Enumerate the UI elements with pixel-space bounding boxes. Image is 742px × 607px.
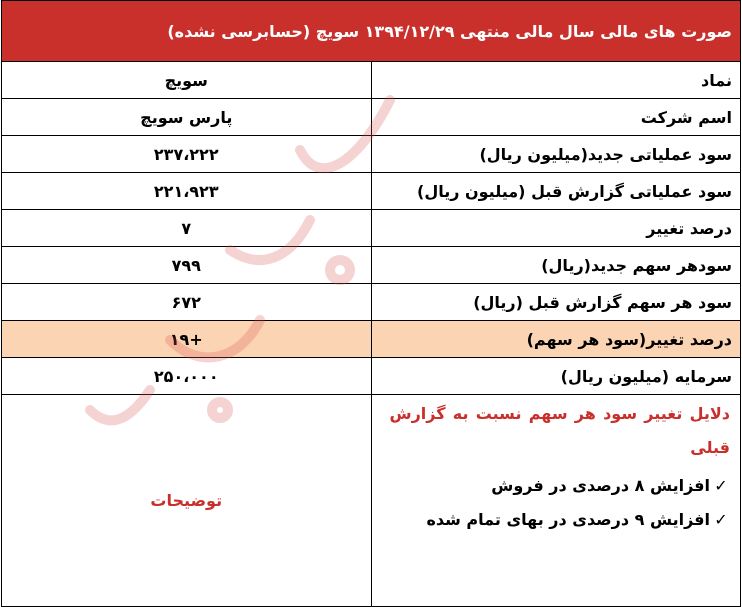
table-row-op-profit-new <box>2 136 741 173</box>
table-row-notes <box>2 395 741 607</box>
row-value: ۲۲۱،۹۲۳ <box>2 173 372 210</box>
reasons-list <box>380 469 733 537</box>
row-value: ۷۹۹ <box>2 247 372 284</box>
table-row-eps-prev <box>2 284 741 321</box>
table-row-company <box>2 99 741 136</box>
table-row-change-pct <box>2 210 741 247</box>
table-row-op-profit-prev <box>2 173 741 210</box>
row-value: ۶۷۲ <box>2 284 372 321</box>
reason-text: افزایش ۸ درصدی در فروش <box>491 476 710 495</box>
financial-table <box>1 0 741 607</box>
row-value: +۱۹ <box>2 321 372 358</box>
row-label: سرمایه (میلیون ریال) <box>371 358 741 395</box>
row-label: سودهر سهم جدید(ریال) <box>371 247 741 284</box>
row-label: سود هر سهم گزارش قبل (ریال) <box>371 284 741 321</box>
notes-content <box>371 395 741 607</box>
notes-label: توضیحات <box>2 395 372 607</box>
row-value: ۲۳۷،۲۲۲ <box>2 136 372 173</box>
row-label: درصد تغییر <box>371 210 741 247</box>
table-row-eps-new <box>2 247 741 284</box>
table-row-eps-change <box>2 321 741 358</box>
row-label: سود عملیاتی گزارش قبل (میلیون ریال) <box>371 173 741 210</box>
check-icon: ✓ <box>714 510 728 529</box>
table-title: صورت های مالی سال مالی منتهی ۱۳۹۴/۱۲/۲۹ سویچ (حسابرسی نشده) <box>2 1 741 62</box>
row-value: پارس سویچ <box>2 99 372 136</box>
table-row-capital <box>2 358 741 395</box>
reason-text: افزایش ۹ درصدی در بهای تمام شده <box>426 510 710 529</box>
row-label: درصد تغییر(سود هر سهم) <box>371 321 741 358</box>
list-item <box>380 469 733 503</box>
check-icon: ✓ <box>714 476 728 495</box>
row-label: سود عملیاتی جدید(میلیون ریال) <box>371 136 741 173</box>
table-row-symbol <box>2 62 741 99</box>
row-label: اسم شرکت <box>371 99 741 136</box>
row-label: نماد <box>371 62 741 99</box>
list-item <box>380 503 733 537</box>
row-value: ۷ <box>2 210 372 247</box>
row-value: سویچ <box>2 62 372 99</box>
row-value: ۲۵۰،۰۰۰ <box>2 358 372 395</box>
reasons-title: دلایل تغییر سود هر سهم نسبت به گزارش قبلی <box>389 404 730 457</box>
